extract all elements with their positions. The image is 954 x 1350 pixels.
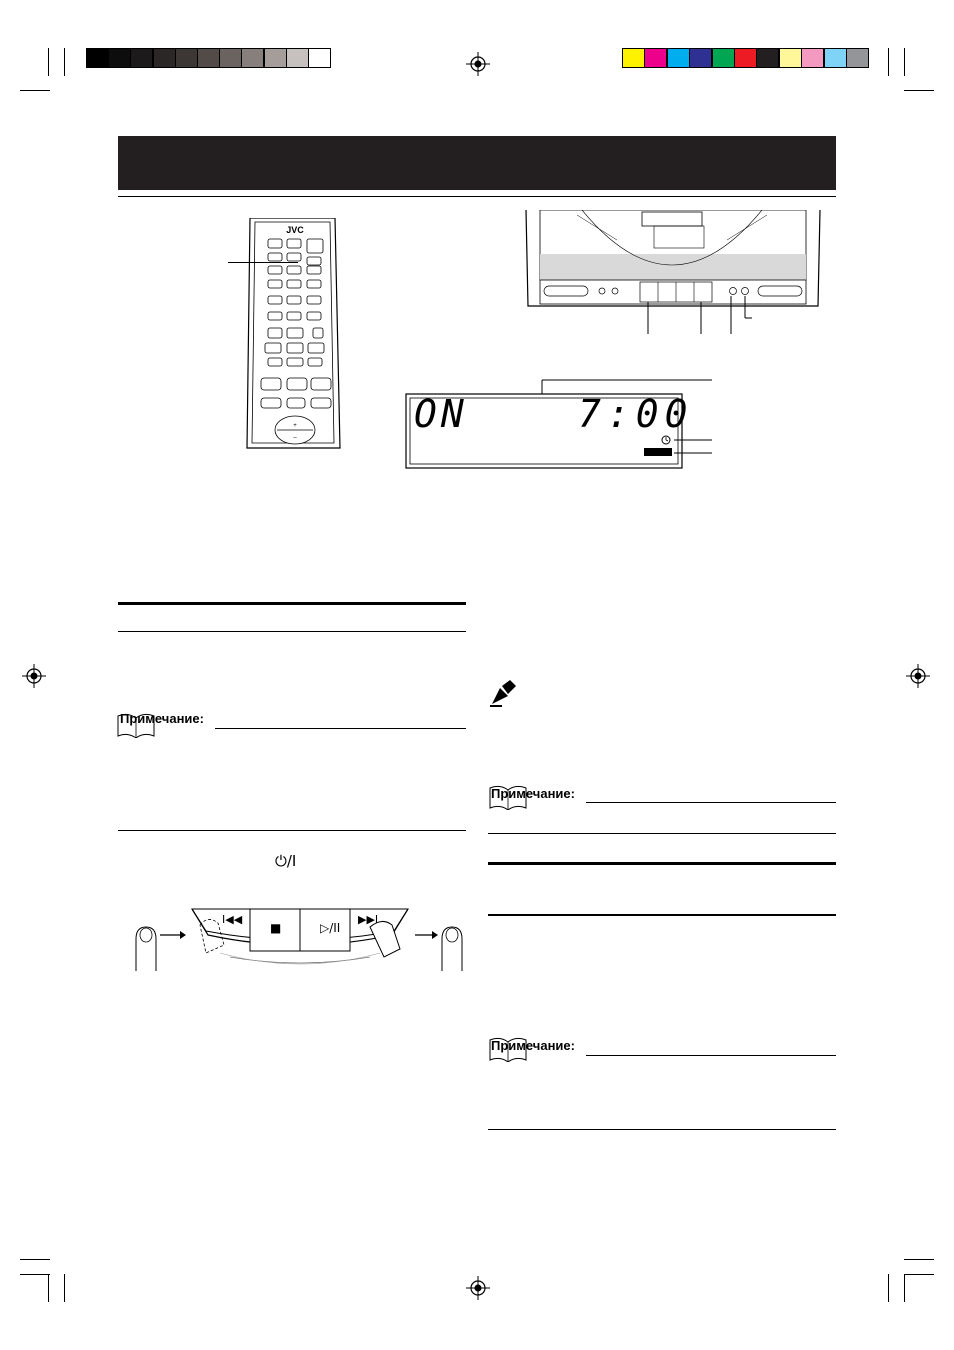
section-rule-thick (488, 862, 836, 865)
color-swatch (622, 48, 645, 68)
color-swatch (779, 48, 802, 68)
prev-button-label: I◀◀ (222, 913, 243, 926)
stop-button-label: ■ (270, 921, 282, 935)
gray-swatch (264, 48, 287, 68)
section-rule (488, 1129, 836, 1130)
section-rule-thick (118, 602, 466, 605)
color-swatch (667, 48, 690, 68)
caution-pencil-icon (488, 678, 520, 708)
section-rule (118, 830, 466, 831)
gray-swatch (153, 48, 176, 68)
gray-swatch (308, 48, 331, 68)
registration-mark-icon (22, 664, 46, 688)
next-button-label: ▶▶I (358, 913, 379, 926)
gray-swatch (86, 48, 109, 68)
registration-mark-icon (906, 664, 930, 688)
note-label: Примечание: (491, 786, 575, 801)
play-pause-button-label: ▷/II (320, 921, 341, 935)
section-header-bar (118, 136, 836, 190)
note-rule (586, 802, 836, 803)
header-underline (118, 196, 836, 197)
svg-text:–: – (293, 435, 297, 441)
unit-front-panel-illustration (522, 210, 824, 335)
color-swatch (846, 48, 869, 68)
svg-text:+: + (293, 423, 297, 429)
registration-mark-icon (466, 52, 490, 76)
color-swatch (756, 48, 779, 68)
section-rule (118, 631, 466, 632)
note-rule (215, 728, 466, 729)
display-time-text: 7:00 (578, 392, 694, 436)
color-swatch (824, 48, 847, 68)
gray-swatch (130, 48, 153, 68)
finger-press-icon (136, 927, 156, 971)
color-swatch (734, 48, 757, 68)
remote-callout-line (228, 262, 298, 263)
color-swatch (801, 48, 824, 68)
color-swatch (712, 48, 735, 68)
remote-control-illustration (225, 218, 345, 453)
gray-swatch (175, 48, 198, 68)
transport-buttons-illustration (130, 905, 470, 983)
power-symbol: ⏻/I (275, 852, 297, 870)
registration-mark-icon (466, 1276, 490, 1300)
gray-swatch (286, 48, 309, 68)
finger-press-icon (442, 927, 462, 971)
note-label: Примечание: (120, 711, 204, 726)
gray-swatch (108, 48, 131, 68)
gray-swatch (219, 48, 242, 68)
display-mode-text: ON (414, 392, 468, 436)
color-swatch (689, 48, 712, 68)
remote-brand-label: JVC (286, 225, 304, 235)
note-label: Примечание: (491, 1038, 575, 1053)
section-rule (488, 833, 836, 834)
gray-swatch (197, 48, 220, 68)
gray-swatch (241, 48, 264, 68)
color-swatch (644, 48, 667, 68)
section-rule-thick (488, 914, 836, 916)
note-rule (586, 1055, 836, 1056)
